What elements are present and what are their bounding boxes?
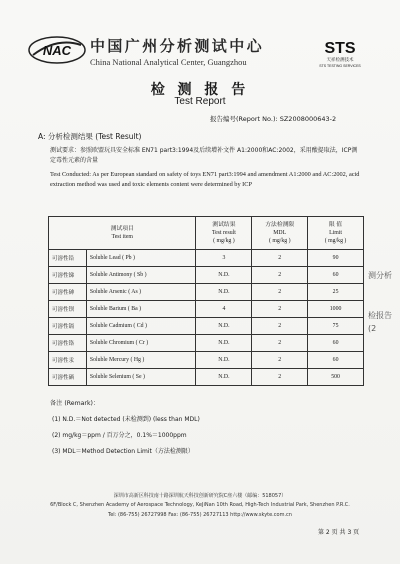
col-header-result [196,217,252,250]
col-header-mdl [252,217,308,250]
col-header-limit-unit: ( mg/kg ) [324,238,347,244]
row-result: 4 [196,301,252,318]
table-row [49,250,364,267]
report-number: 报告编号(Report No.): SZ2008000643-2 [210,115,337,123]
row-name-cn: 可溶性钡 [49,301,87,318]
row-result: N.D. [196,267,252,284]
table-row [49,335,364,352]
row-name-cn: 可溶性锑 [49,267,87,284]
table-row [49,369,364,386]
svg-text:天祥检测技术: 天祥检测技术 [326,58,354,63]
row-name-en: Soluble Arsenic ( As ) [86,284,196,301]
row-mdl: 2 [252,250,308,267]
row-name-cn: 可溶性铅 [49,250,87,267]
col-header-result-en: Test result [211,230,236,236]
col-header-item [49,217,196,250]
row-limit: 75 [308,318,364,335]
row-name-cn: 可溶性硒 [49,369,87,386]
row-result: 3 [196,250,252,267]
row-result: N.D. [196,335,252,352]
row-name-en: Soluble Barium ( Ba ) [86,301,196,318]
row-result: N.D. [196,352,252,369]
row-mdl: 2 [252,369,308,386]
row-mdl: 2 [252,267,308,284]
col-header-limit-en: Limit [329,230,343,236]
row-name-en: Soluble Antimony ( Sb ) [86,267,196,284]
col-header-mdl-cn: 方法检测限 [265,222,295,228]
report-title-cn: 检 测 报 告 [150,82,250,98]
row-mdl: 2 [252,284,308,301]
remark-item: (3) MDL＝Method Detection Limit（方法检测限） [52,448,194,455]
footer-address-en: 6F/Block C, Shenzhen Academy of Aerospace Technology, KeJiNan 10th Road, High-Tech Industrial Park, Shenzhen P.R.C. [50,502,350,508]
table-row [49,284,364,301]
row-limit: 25 [308,284,364,301]
col-header-result-unit: ( mg/kg ) [213,238,235,244]
table-header-row [49,217,364,250]
row-mdl: 2 [252,335,308,352]
svg-text:STS TESTING SERVICES: STS TESTING SERVICES [319,64,361,68]
row-limit: 60 [308,352,364,369]
sts-logo [310,37,370,71]
org-name-en: China National Analytical Center, Guangzhou [90,57,247,67]
stamp-fragment: 检报告 [368,311,392,320]
remark-item: (1) N.D.＝Not detected (未检测到) (less than MDL) [52,416,200,423]
row-limit: 90 [308,250,364,267]
results-table [48,216,364,386]
page-number: 第 2 页 共 3 页 [318,529,360,536]
stamp-fragment: 测分析 [368,271,392,280]
row-mdl: 2 [252,301,308,318]
table-row [49,318,364,335]
test-conducted-en: Test Conducted: As per European standard on safety of toys EN71 part3:1994 and amendment A1:2000 and AC:2002, acid extraction method was used and toxic elements content were determined by ICP [50,171,360,188]
remark-title: 备注 (Remark)： [50,400,100,407]
row-result: N.D. [196,369,252,386]
col-header-result-cn: 测试结果 [212,222,236,228]
remark-item: (2) mg/kg＝ppm / 百万分之，0.1%＝1000ppm [52,432,187,439]
row-name-en: Soluble Chromium ( Cr ) [86,335,196,352]
org-name-cn: 中国广州分析测试中心 [90,37,265,55]
row-mdl: 2 [252,352,308,369]
row-name-en: Soluble Selenium ( Se ) [86,369,196,386]
table-row [49,267,364,284]
footer-address-cn: 深圳市高新区科技南十路深圳航天科技创新研究院C座六楼（邮编：518057） [113,493,287,499]
col-header-item-cn: 测试项目 [110,226,134,232]
row-name-cn: 可溶性镉 [49,318,87,335]
row-name-cn: 可溶性铬 [49,335,87,352]
table-row [49,301,364,318]
row-limit: 60 [308,267,364,284]
nac-logo [27,33,87,67]
row-name-cn: 可溶性汞 [49,352,87,369]
section-heading: A: 分析检测结果 (Test Result) [38,132,142,141]
col-header-mdl-en: MDL [273,230,287,236]
test-conducted-cn: 测试要求：参照欧盟玩具安全标准 EN71 part3:1994及后续增补文件 A1:2000和AC:2002，采用酸提取法，ICP测定毒性元素的含量 [50,147,358,164]
stamp-fragment: (2 [368,324,377,333]
footer-contact: Tel: (86-755) 26727998 Fax: (86-755) 26727113 http://www.skyte.com.cn [108,512,292,518]
row-limit: 500 [308,369,364,386]
row-mdl: 2 [252,318,308,335]
row-limit: 60 [308,335,364,352]
table-row [49,352,364,369]
col-header-item-en: Test item [111,234,133,240]
row-limit: 1000 [308,301,364,318]
row-name-en: Soluble Mercury ( Hg ) [86,352,196,369]
row-result: N.D. [196,284,252,301]
report-title-en: Test Report [174,96,226,107]
row-name-en: Soluble Lead ( Pb ) [86,250,196,267]
svg-text:STS: STS [324,40,356,57]
svg-text:NAC: NAC [42,43,72,58]
row-name-en: Soluble Cadmium ( Cd ) [86,318,196,335]
row-result: N.D. [196,318,252,335]
col-header-limit [308,217,364,250]
row-name-cn: 可溶性砷 [49,284,87,301]
col-header-mdl-unit: ( mg/kg ) [268,238,291,244]
col-header-limit-cn: 限 值 [329,222,343,228]
